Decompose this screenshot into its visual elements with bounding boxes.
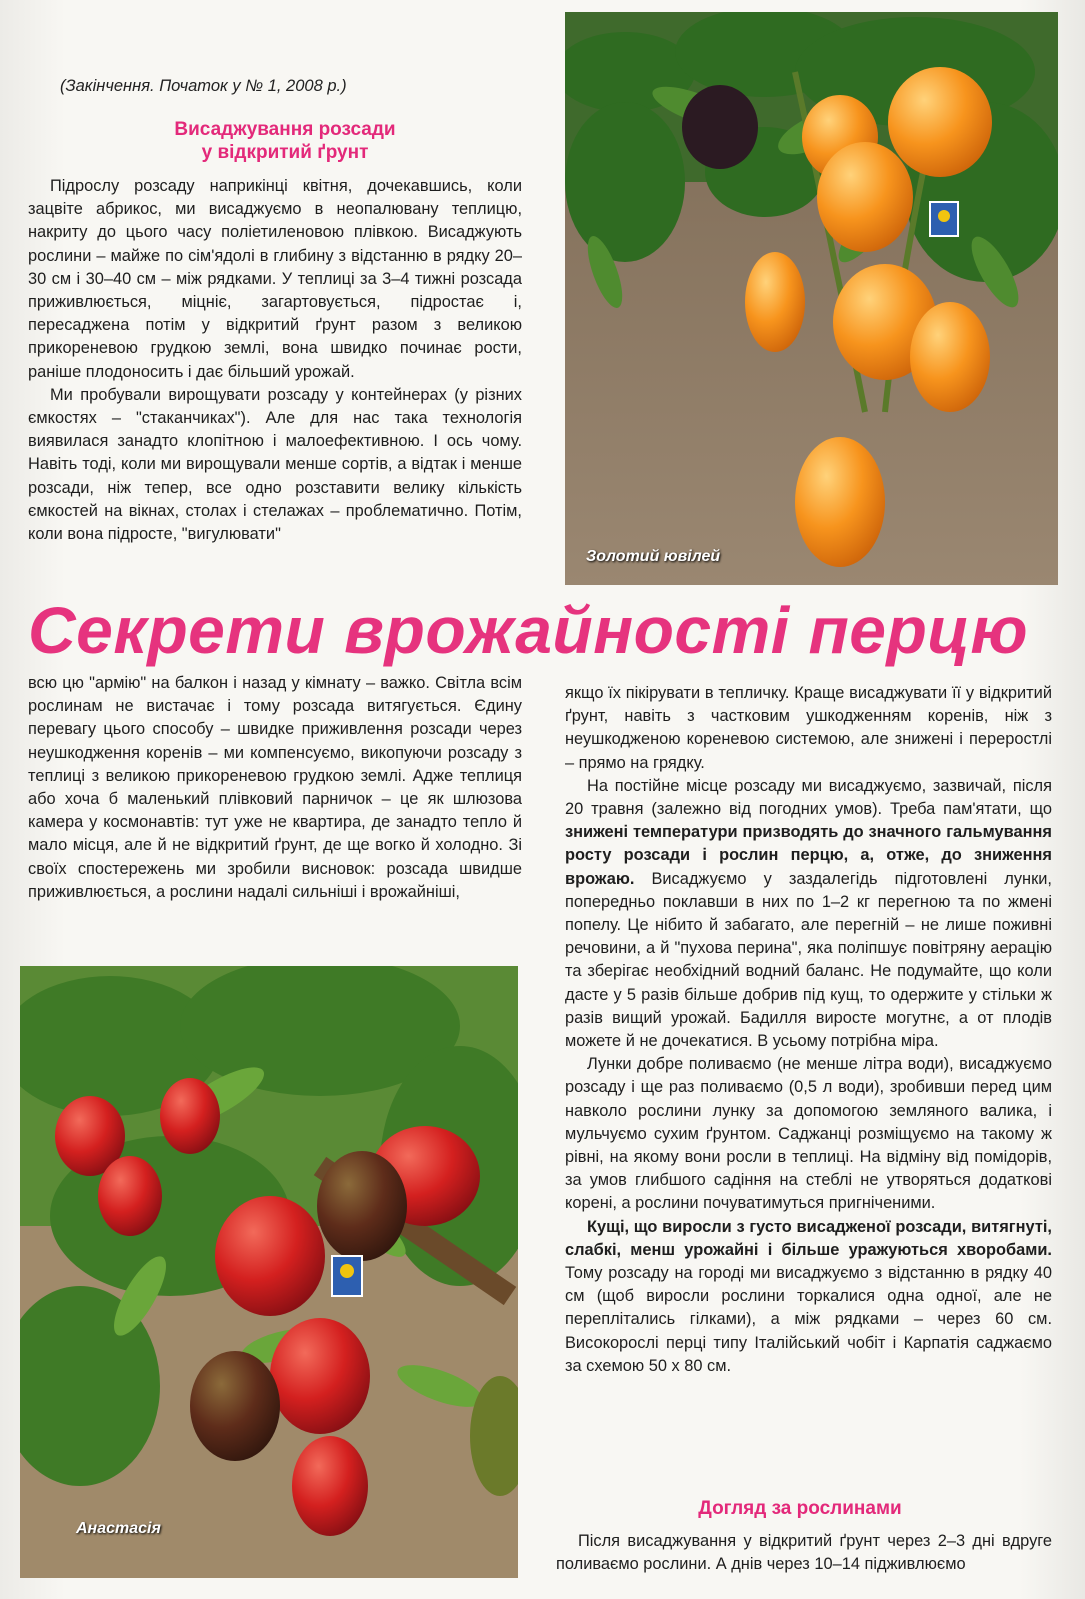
paragraph-emphasis: Кущі, що виросли з густо висадженої розсади, витягнуті, слабкі, менш урожайні і більше уражуються хворобами. <box>565 1217 1052 1259</box>
text-column-2 <box>28 672 522 944</box>
photo-golden-jubilee-peppers <box>565 12 1058 585</box>
continuation-note: (Закінчення. Початок у № 1, 2008 р.) <box>60 77 347 95</box>
paragraph: всю цю "армію" на балкон і назад у кімнату – важко. Світла всім рослинам не вистачає і тому розсада витягується. Єдину перевагу цього способу – швидке приживлення розсади через неушкодження коренів – ми компенсуємо, викопуючи розсаду з теплиці з великою прикореневою грудкою землі. Адже теплиця або хоча б маленький плівковий парничок – це як шлюзова камера у космонавтів: тут уже не квартира, де занадто тепло й мало місця, але й не відкритий ґрунт, де ще вогко й холодно. Зі своїх спостережень ми зробили висновок: розсада швидше приживлюється, а рослини надалі сильніші і врожайніші, <box>28 674 522 901</box>
text-column-3 <box>565 682 1052 1494</box>
article-title: Секрети врожайності перцю <box>28 593 1029 667</box>
photo-anastasia-peppers <box>20 966 518 1578</box>
paragraph: Ми пробували вирощувати розсаду у контейнерах (у різних ємкостях – "стаканчиках"). Але для нас така технологія виявилася занадто клопітною і малоефективною. І ось чому. Навіть тоді, коли ми вирощували менше сортів, а відтак і менше розсади, ніж тепер, все одно розставити велику кількість ємкостей на вікнах, столах і стелажах – проблематично. Потім, коли вона підросте, "вигулювати" <box>28 385 522 544</box>
paragraph-text: Висаджуємо у заздалегідь підготовлені лунки, попередньо поклавши в них по 1–2 кг перегною та по жмені попелу. Це нібито й забагато, але перегній – не лише поживні речовини, а й "пухова перина", яка поліпшує повітряну аерацію та зберігає необхідний водний баланс. Не подумайте, що коли дасте у 5 разів більше добрив під кущ, то одержите у стільки ж разів вищий урожай. Бадилля виросте могутнє, а от плодів можете й не дочекатися. В усьому потрібна міра. <box>565 869 1052 1051</box>
paragraph <box>565 775 1052 1053</box>
text-column-1 <box>28 175 522 580</box>
paragraph-text: На постійне місце розсаду ми висаджуємо, зазвичай, після 20 травня (залежно від погодних умов). Треба пам'ятати, що <box>565 776 1052 819</box>
text-column-4 <box>556 1530 1052 1599</box>
section-heading-line-2: у відкритий ґрунт <box>201 142 369 163</box>
paragraph-text: Тому розсаду на городі ми висаджуємо з відстанню в рядку 40 см (щоб виросли рослини торкалися одна одної, але не переплітались гілками), а між рядками – через 60 см. Високорослі перці типу Італійський чобіт і Карпатія саджаємо за схемою 50 х 80 см. <box>565 1264 1052 1375</box>
paragraph: Лунки добре поливаємо (не менше літра води), висаджуємо розсаду і ще раз поливаємо (0,5 л води), зробивши перед цим навколо рослини лунку за допомогою земляного валика, і мульчуємо сухим ґрунтом. Саджанці розміщуємо на такому ж рівні, на якому вони росли в теплиці. На відміну від помідорів, за умов глибшого садіння на стеблі не утворяться додаткові корені, а рослини почуватимуться пригніченими. <box>565 1055 1052 1213</box>
section-heading-line-1: Висаджування розсади <box>174 119 396 140</box>
photo-caption: Анастасія <box>76 1520 161 1537</box>
section-heading-planting <box>95 118 475 164</box>
paragraph: Підрослу розсаду наприкінці квітня, дочекавшись, коли зацвіте абрикос, ми висаджуємо в неопалювану теплицю, накриту до цього часу поліетиленовою плівкою. Висаджують рослини – майже по сім'ядолі в глибину з відстанню в рядку 20–30 см і 30–40 см – між рядками. У теплиці за 3–4 тижні розсада приживлюється, міцніє, загартовується, підростає і, пересаджена потім у відкритий ґрунт разом з великою прикореневою грудкою землі, вона швидко починає рости, раніше плодоносить і дає більший урожай. <box>28 177 522 381</box>
section-heading-care: Догляд за рослинами <box>698 1498 902 1519</box>
paragraph <box>565 1216 1052 1378</box>
paragraph-emphasis: знижені температури призводять до значного гальмування росту розсади і рослин перцю, а, отже, до зниження врожаю. <box>565 823 1052 888</box>
paragraph: якщо їх пікірувати в тепличку. Краще висаджувати її у відкритий ґрунт, навіть з частковим ушкодженням коренів, ніж з неушкодженою кореневою системою, але знижені і переростлі – прямо на грядку. <box>565 684 1052 772</box>
photo-caption: Золотий ювілей <box>586 548 721 565</box>
paragraph: Після висаджування у відкритий ґрунт через 2–3 дні вдруге поливаємо рослини. А днів через 10–14 підживлюємо <box>556 1532 1052 1574</box>
